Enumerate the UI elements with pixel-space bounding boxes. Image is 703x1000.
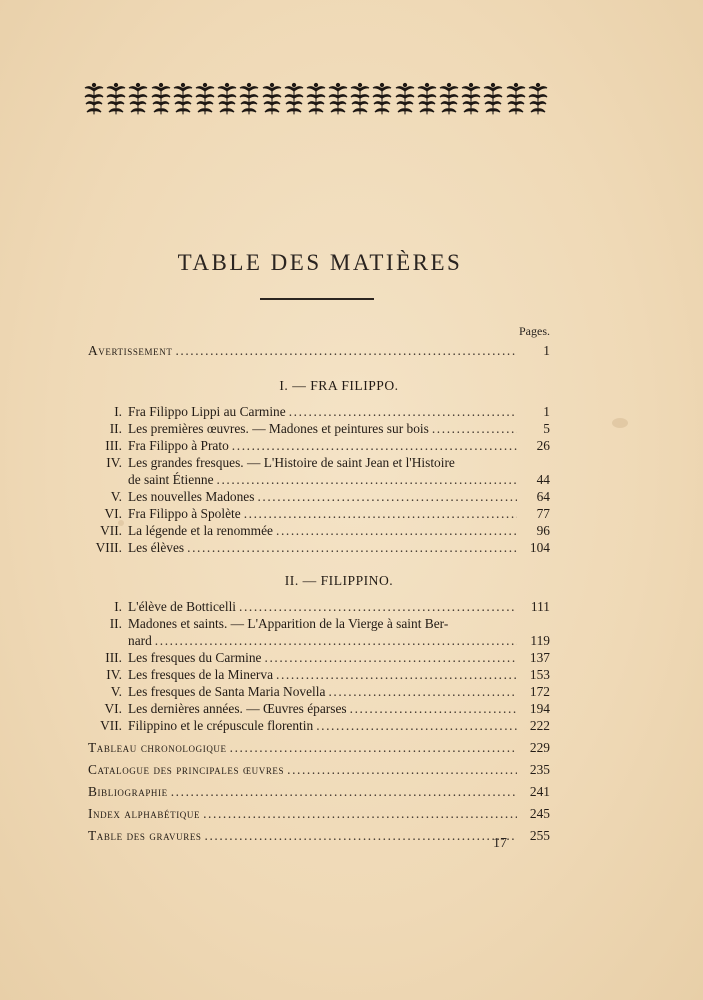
page-title: TABLE DES MATIÈRES [177, 250, 463, 275]
palm-tree-icon [417, 82, 437, 116]
chapter-page: 26 [536, 438, 550, 453]
toc-entry-back-matter[interactable] [88, 759, 550, 781]
palm-tree-icon [372, 82, 392, 116]
back-matter-label: Index alphabétique [88, 806, 201, 821]
toc-entry[interactable] [88, 598, 550, 615]
palm-tree-icon [506, 82, 526, 116]
palm-tree-icon [84, 82, 104, 116]
chapter-number: IV. [106, 667, 122, 682]
page-number: 17 [493, 836, 507, 851]
palm-tree-icon [395, 82, 415, 116]
chapter-title: Les dernières années. — Œuvres éparses [128, 701, 347, 716]
chapter-title: Les grandes fresques. — L'Histoire de saint Jean et l'Histoire [128, 455, 455, 470]
toc-entry[interactable] [88, 717, 550, 734]
title-rule [260, 298, 374, 300]
table-of-contents [88, 342, 550, 847]
leader-dots [276, 522, 517, 539]
toc-entry[interactable] [88, 539, 550, 556]
toc-entry[interactable] [88, 505, 550, 522]
toc-entry[interactable] [88, 683, 550, 700]
leader-dots [230, 737, 517, 759]
chapter-page: 5 [543, 421, 550, 436]
chapter-number: I. [114, 599, 122, 614]
chapter-title: Les premières œuvres. — Madones et peintures sur bois [128, 421, 429, 436]
chapter-number: VII. [100, 523, 122, 538]
toc-entry-continuation[interactable] [88, 632, 550, 649]
chapter-title: Fra Filippo à Prato [128, 438, 229, 453]
chapter-title: Fra Filippo Lippi au Carmine [128, 404, 286, 419]
section-list-fra-filippo [88, 403, 550, 556]
chapter-number: II. [109, 616, 122, 631]
toc-entry-back-matter[interactable] [88, 803, 550, 825]
palm-tree-icon [262, 82, 282, 116]
chapter-title-continuation: nard [128, 633, 152, 648]
leader-dots [350, 700, 517, 717]
leader-dots [257, 488, 517, 505]
leader-dots [175, 342, 517, 359]
section-heading-filippino: II. — FILIPPINO. [284, 573, 394, 588]
chapter-number: VII. [100, 718, 122, 733]
toc-entry[interactable] [88, 615, 550, 632]
chapter-number: VI. [104, 701, 122, 716]
back-matter-page: 255 [529, 828, 550, 843]
palm-tree-icon [439, 82, 459, 116]
chapter-title: Les fresques du Carmine [128, 650, 262, 665]
toc-entry[interactable] [88, 420, 550, 437]
toc-entry[interactable] [88, 488, 550, 505]
chapter-number: IV. [106, 455, 122, 470]
palm-tree-icon [528, 82, 548, 116]
palm-tree-icon [195, 82, 215, 116]
pages-column-header: Pages. [519, 324, 550, 338]
toc-entry-back-matter[interactable] [88, 781, 550, 803]
decorative-ornament-band [84, 80, 548, 116]
toc-entry-label: Avertissement [88, 343, 173, 358]
chapter-page: 1 [543, 404, 550, 419]
back-matter-label: Tableau chronologique [88, 740, 227, 755]
leader-dots [203, 803, 517, 825]
leader-dots [432, 420, 517, 437]
toc-entry[interactable] [88, 649, 550, 666]
chapter-page: 44 [536, 472, 550, 487]
chapter-number: V. [110, 684, 122, 699]
palm-tree-icon [350, 82, 370, 116]
palm-tree-icon [128, 82, 148, 116]
palm-tree-icon [328, 82, 348, 116]
palm-tree-icon [173, 82, 193, 116]
leader-dots [287, 759, 517, 781]
toc-entry[interactable] [88, 403, 550, 420]
back-matter-label: Catalogue des principales œuvres [88, 762, 285, 777]
chapter-title: Madones et saints. — L'Apparition de la Vierge à saint Ber- [128, 616, 449, 631]
back-matter-label: Bibliographie [88, 784, 168, 799]
back-matter-label: Table des gravures [88, 828, 202, 843]
palm-tree-icon [239, 82, 259, 116]
chapter-number: II. [109, 421, 122, 436]
chapter-title: Filippino et le crépuscule florentin [128, 718, 314, 733]
toc-entry[interactable] [88, 522, 550, 539]
chapter-title: Les nouvelles Madones [128, 489, 255, 504]
leader-dots [244, 505, 517, 522]
leader-dots [276, 666, 517, 683]
chapter-page: 119 [530, 633, 550, 648]
palm-tree-icon [284, 82, 304, 116]
toc-entry-page: 1 [543, 343, 550, 358]
leader-dots [265, 649, 518, 666]
chapter-page: 64 [536, 489, 550, 504]
leader-dots [205, 825, 517, 847]
back-matter-page: 229 [529, 740, 550, 755]
chapter-title: La légende et la renommée [128, 523, 273, 538]
paper-stain [612, 418, 628, 428]
leader-dots [232, 437, 517, 454]
palm-tree-icon [306, 82, 326, 116]
chapter-title-continuation: de saint Étienne [128, 472, 214, 487]
toc-entry-continuation[interactable] [88, 471, 550, 488]
chapter-number: V. [110, 489, 122, 504]
leader-dots [328, 683, 517, 700]
palm-tree-icon [217, 82, 237, 116]
chapter-number: I. [114, 404, 122, 419]
chapter-number: III. [105, 650, 122, 665]
toc-entry[interactable] [88, 437, 550, 454]
chapter-page: 194 [529, 701, 550, 716]
chapter-title: L'élève de Botticelli [128, 599, 237, 614]
chapter-page: 222 [529, 718, 550, 733]
chapter-page: 137 [529, 650, 550, 665]
palm-tree-icon [106, 82, 126, 116]
toc-entry-avertissement[interactable] [88, 342, 550, 359]
chapter-page: 153 [529, 667, 550, 682]
chapter-page: 172 [529, 684, 550, 699]
chapter-title: Les élèves [128, 540, 185, 555]
toc-entry[interactable] [88, 454, 550, 471]
chapter-number: III. [105, 438, 122, 453]
back-matter-page: 235 [529, 762, 550, 777]
section-list-filippino [88, 598, 550, 734]
palm-tree-icon [151, 82, 171, 116]
back-matter-list [88, 737, 550, 847]
leader-dots [316, 717, 517, 734]
section-heading-fra-filippo: I. — FRA FILIPPO. [279, 378, 399, 393]
leader-dots [217, 471, 517, 488]
leader-dots [239, 598, 517, 615]
leader-dots [187, 539, 517, 556]
toc-entry-back-matter[interactable] [88, 825, 550, 847]
palm-tree-icon [483, 82, 503, 116]
chapter-title: Les fresques de Santa Maria Novella [128, 684, 326, 699]
chapter-number: VI. [104, 506, 122, 521]
toc-entry-back-matter[interactable] [88, 737, 550, 759]
leader-dots [289, 403, 517, 420]
chapter-page: 104 [529, 540, 550, 555]
back-matter-page: 245 [529, 806, 550, 821]
chapter-page: 96 [536, 523, 550, 538]
palm-tree-icon [461, 82, 481, 116]
chapter-page: 77 [536, 506, 550, 521]
toc-entry[interactable] [88, 666, 550, 683]
chapter-number: VIII. [95, 540, 122, 555]
leader-dots [155, 632, 517, 649]
leader-dots [171, 781, 517, 803]
toc-entry[interactable] [88, 700, 550, 717]
back-matter-page: 241 [529, 784, 550, 799]
chapter-title: Les fresques de la Minerva [128, 667, 274, 682]
chapter-page: 111 [530, 599, 550, 614]
chapter-title: Fra Filippo à Spolète [128, 506, 241, 521]
